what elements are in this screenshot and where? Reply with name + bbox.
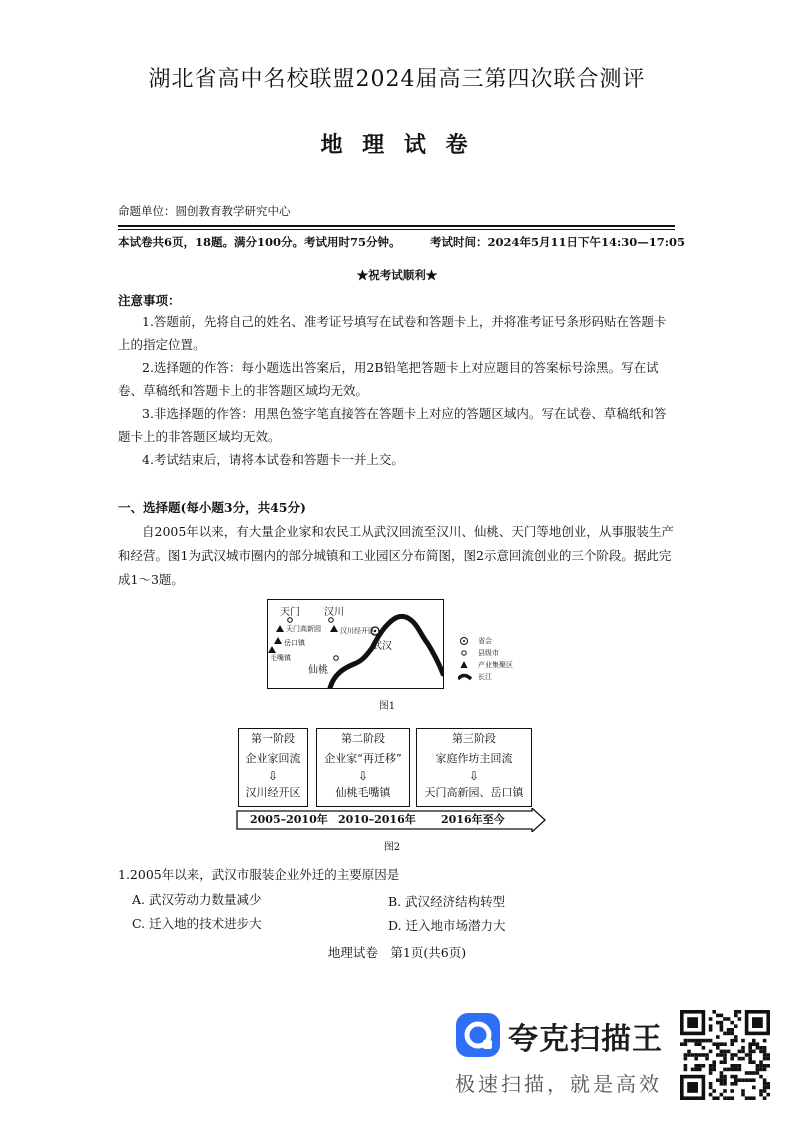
legend-symbols	[458, 636, 478, 688]
qr-module	[727, 1096, 731, 1100]
qr-module	[684, 1068, 688, 1072]
qr-module	[694, 1042, 698, 1046]
qr-module	[759, 1093, 763, 1097]
label-maozui: 毛嘴镇	[270, 654, 291, 662]
qr-module	[763, 1039, 767, 1043]
qr-module	[720, 1071, 724, 1075]
logo-tail	[483, 1040, 492, 1049]
qr-module	[759, 1075, 763, 1079]
qr-module	[720, 1028, 724, 1032]
qr-module	[738, 1057, 742, 1061]
legend-county-label: 县级市	[478, 649, 499, 657]
qr-module	[763, 1089, 767, 1093]
qr-module	[698, 1039, 702, 1043]
divider-thin	[118, 229, 675, 230]
legend-capital-label: 省会	[478, 637, 492, 645]
qr-module	[734, 1064, 738, 1068]
qr-module	[734, 1075, 738, 1079]
qr-module	[730, 1042, 734, 1046]
note-item: 1.答题前，先将自己的姓名、准考证号填写在试卷和答题卡上，并将准考证号条形码贴在答题卡上的指定位置。	[118, 314, 667, 352]
qr-module	[734, 1024, 738, 1028]
qr-module	[766, 1057, 770, 1061]
qr-module	[716, 1053, 720, 1057]
qr-module	[730, 1057, 734, 1061]
qr-module	[756, 1042, 760, 1046]
qr-module	[720, 1050, 724, 1054]
qr-module	[687, 1050, 691, 1054]
qr-finder-pattern	[752, 1017, 763, 1028]
option-c: C. 迁入地的技术进步大	[132, 916, 262, 931]
qr-module	[720, 1082, 724, 1086]
qr-module	[756, 1046, 760, 1050]
qr-module	[752, 1078, 756, 1082]
qr-module	[752, 1096, 756, 1100]
qr-module	[691, 1053, 695, 1057]
stage-box-2	[316, 728, 410, 807]
qr-module	[720, 1042, 724, 1046]
option-b: B. 武汉经济结构转型	[388, 894, 506, 909]
qr-module	[738, 1010, 742, 1014]
label-hanchuan-park: 汉川经开区	[340, 627, 375, 635]
hanchuan-marker	[329, 618, 334, 623]
period-1: 2005–2010年	[250, 813, 328, 826]
qr-module	[748, 1046, 752, 1050]
qr-module	[727, 1032, 731, 1036]
qr-module	[684, 1053, 688, 1057]
scanner-logo-icon	[456, 1013, 500, 1057]
qr-module	[694, 1057, 698, 1061]
qr-module	[763, 1046, 767, 1050]
stage-actor: 企业家回流	[245, 752, 301, 765]
qr-module	[759, 1068, 763, 1072]
qr-module	[730, 1053, 734, 1057]
label-tianmen-park: 天门高新园	[286, 625, 321, 633]
qr-module	[723, 1089, 727, 1093]
qr-module	[734, 1014, 738, 1018]
qr-module	[691, 1039, 695, 1043]
qr-module	[738, 1068, 742, 1072]
note-item: 4.考试结束后，请将本试卷和答题卡一并上交。	[142, 452, 404, 467]
qr-module	[752, 1086, 756, 1090]
qr-module	[741, 1039, 745, 1043]
qr-module	[748, 1071, 752, 1075]
qr-module	[684, 1039, 688, 1043]
period-3: 2016年至今	[441, 813, 505, 826]
qr-module	[694, 1064, 698, 1068]
qr-module	[730, 1032, 734, 1036]
qr-module	[730, 1082, 734, 1086]
qr-module	[730, 1028, 734, 1032]
notes-heading: 注意事项：	[118, 293, 181, 308]
qr-module	[745, 1078, 749, 1082]
qr-module	[763, 1096, 767, 1100]
qr-module	[709, 1082, 713, 1086]
qr-module	[698, 1064, 702, 1068]
qr-module	[763, 1068, 767, 1072]
qr-module	[698, 1068, 702, 1072]
qr-module	[698, 1042, 702, 1046]
stage-actor: 家庭作坊主回流	[435, 752, 513, 765]
label-yuekou: 岳口镇	[284, 639, 305, 647]
watermark-slogan: 极速扫描，就是高效	[455, 1072, 662, 1096]
qr-module	[709, 1017, 713, 1021]
qr-module	[748, 1078, 752, 1082]
qr-module	[680, 1042, 684, 1046]
qr-module	[723, 1053, 727, 1057]
qr-module	[745, 1071, 749, 1075]
qr-module	[752, 1060, 756, 1064]
qr-module	[709, 1071, 713, 1075]
qr-module	[723, 1060, 727, 1064]
label-wuhan: 武汉	[372, 641, 392, 652]
note-item: 2.选择题的作答：每小题选出答案后，用2B铅笔把答题卡上对应题目的答案标号涂黑。写在试卷、草稿纸和答题卡上的非答题区域均无效。	[118, 360, 659, 398]
label-tianmen: 天门	[280, 607, 300, 618]
page-footer: 地理试卷 第1页(共6页)	[327, 945, 467, 960]
qr-module	[763, 1050, 767, 1054]
qr-module	[720, 1078, 724, 1082]
legend-river-label: 长江	[478, 673, 492, 681]
note-item: 3.非选择题的作答：用黑色签字笔直接答在答题卡上对应的答题区域内。写在试卷、草稿纸和答题卡上的非答题区域均无效。	[118, 406, 667, 444]
qr-module	[716, 1014, 720, 1018]
qr-module	[705, 1057, 709, 1061]
qr-module	[720, 1075, 724, 1079]
qr-module	[763, 1082, 767, 1086]
qr-module	[694, 1053, 698, 1057]
qr-module	[723, 1042, 727, 1046]
qr-code-icon[interactable]	[680, 1010, 770, 1100]
qr-module	[723, 1096, 727, 1100]
qr-module	[687, 1039, 691, 1043]
label-hanchuan: 汉川	[324, 607, 344, 618]
qr-module	[734, 1035, 738, 1039]
stage-box-3	[416, 728, 532, 807]
qr-module	[738, 1078, 742, 1082]
legend-river-symbol	[458, 676, 471, 680]
qr-module	[741, 1078, 745, 1082]
legend-park-symbol	[461, 661, 468, 668]
qr-module	[752, 1071, 756, 1075]
qr-module	[716, 1042, 720, 1046]
qr-module	[730, 1096, 734, 1100]
qr-module	[759, 1089, 763, 1093]
qr-module	[741, 1089, 745, 1093]
qr-module	[748, 1050, 752, 1054]
qr-module	[720, 1053, 724, 1057]
logo-background	[456, 1013, 500, 1057]
exam-time: 考试时间：2024年5月11日下午14:30—17:05	[430, 235, 686, 249]
qr-module	[723, 1075, 727, 1079]
paper-info: 本试卷共6页，18题。满分100分。考试用时75分钟。	[118, 235, 401, 249]
qr-module	[738, 1017, 742, 1021]
qr-module	[709, 1064, 713, 1068]
figure1-map	[267, 599, 444, 689]
qr-module	[766, 1082, 770, 1086]
qr-module	[712, 1064, 716, 1068]
qr-module	[709, 1068, 713, 1072]
qr-module	[723, 1068, 727, 1072]
qr-module	[756, 1064, 760, 1068]
qr-module	[730, 1039, 734, 1043]
qr-module	[734, 1082, 738, 1086]
qr-module	[720, 1093, 724, 1097]
qr-module	[752, 1039, 756, 1043]
legend-county-symbol	[462, 651, 466, 655]
qr-module	[752, 1050, 756, 1054]
legend-park-label: 产业集聚区	[478, 661, 513, 669]
qr-module	[741, 1046, 745, 1050]
qr-module	[720, 1014, 724, 1018]
stage-name: 第一阶段	[251, 732, 295, 745]
qr-module	[723, 1017, 727, 1021]
period-2: 2010–2016年	[338, 813, 416, 826]
good-luck-wish: ★祝考试顺利★	[356, 268, 438, 282]
hanchuan-park-marker	[330, 625, 338, 632]
qr-module	[734, 1053, 738, 1057]
qr-module	[723, 1050, 727, 1054]
qr-module	[720, 1060, 724, 1064]
qr-module	[694, 1039, 698, 1043]
figure1-legend	[458, 636, 528, 688]
section-heading: 一、选择题(每小题3分，共45分)	[118, 500, 306, 515]
qr-module	[734, 1039, 738, 1043]
qr-module	[730, 1021, 734, 1025]
qr-module	[712, 1089, 716, 1093]
qr-module	[763, 1064, 767, 1068]
qr-finder-pattern	[687, 1082, 698, 1093]
qr-module	[741, 1057, 745, 1061]
qr-finder-pattern	[687, 1017, 698, 1028]
down-arrow-icon: ⇩	[468, 769, 480, 783]
qr-module	[763, 1057, 767, 1061]
qr-module	[763, 1053, 767, 1057]
qr-module	[684, 1064, 688, 1068]
qr-module	[723, 1078, 727, 1082]
qr-module	[759, 1060, 763, 1064]
qr-module	[756, 1071, 760, 1075]
qr-module	[748, 1057, 752, 1061]
qr-module	[759, 1046, 763, 1050]
qr-module	[702, 1039, 706, 1043]
qr-module	[748, 1060, 752, 1064]
qr-module	[741, 1050, 745, 1054]
qr-module	[759, 1050, 763, 1054]
qr-module	[748, 1053, 752, 1057]
qr-module	[709, 1086, 713, 1090]
qr-module	[752, 1042, 756, 1046]
qr-module	[745, 1053, 749, 1057]
stage-name: 第三阶段	[452, 732, 496, 745]
qr-module	[734, 1078, 738, 1082]
maozui-marker	[268, 646, 276, 653]
qr-module	[687, 1053, 691, 1057]
qr-module	[763, 1086, 767, 1090]
qr-module	[745, 1096, 749, 1100]
down-arrow-icon: ⇩	[267, 769, 279, 783]
qr-module	[702, 1053, 706, 1057]
qr-module	[716, 1046, 720, 1050]
qr-module	[734, 1068, 738, 1072]
qr-module	[730, 1075, 734, 1079]
qr-module	[738, 1050, 742, 1054]
qr-module	[709, 1093, 713, 1097]
qr-module	[691, 1068, 695, 1072]
tianmen-marker	[288, 618, 293, 623]
option-a: A. 武汉劳动力数量减少	[132, 892, 262, 907]
qr-module	[684, 1057, 688, 1061]
qr-module	[727, 1017, 731, 1021]
setter-line: 命题单位：圆创教育教学研究中心	[118, 204, 291, 218]
qr-module	[709, 1024, 713, 1028]
qr-module	[741, 1093, 745, 1097]
qr-module	[730, 1068, 734, 1072]
qr-module	[712, 1042, 716, 1046]
qr-module	[763, 1078, 767, 1082]
qr-module	[712, 1010, 716, 1014]
qr-module	[712, 1068, 716, 1072]
qr-module	[759, 1064, 763, 1068]
qr-module	[730, 1089, 734, 1093]
figure2-caption: 图2	[383, 842, 401, 853]
option-d: D. 迁入地市场潜力大	[388, 918, 506, 933]
legend-capital-dot	[463, 640, 465, 642]
qr-module	[723, 1082, 727, 1086]
figure1-caption: 图1	[378, 701, 396, 712]
qr-module	[727, 1028, 731, 1032]
qr-module	[766, 1064, 770, 1068]
qr-module	[712, 1096, 716, 1100]
down-arrow-icon: ⇩	[357, 769, 369, 783]
qr-module	[702, 1046, 706, 1050]
xiantao-marker	[334, 656, 339, 661]
watermark-brand: 夸克扫描王	[508, 1022, 663, 1057]
qr-module	[727, 1068, 731, 1072]
qr-module	[734, 1010, 738, 1014]
tianmen-park-marker	[276, 625, 284, 632]
qr-module	[716, 1096, 720, 1100]
qr-module	[727, 1050, 731, 1054]
qr-module	[766, 1086, 770, 1090]
material-intro: 自2005年以来，有大量企业家和农民工从武汉回流至汉川、仙桃、天门等地创业，从事服装生产和经营。图1为武汉城市圈内的部分城镇和工业园区分布简图，图2示意回流创业的三个阶段。据此完成1～3题。	[118, 524, 674, 587]
question-1-stem: 1.2005年以来，武汉市服装企业外迁的主要原因是	[118, 867, 400, 882]
qr-module	[709, 1039, 713, 1043]
qr-module	[684, 1042, 688, 1046]
qr-module	[694, 1068, 698, 1072]
paper-title: 湖北省高中名校联盟2024届高三第四次联合测评	[148, 67, 646, 92]
qr-module	[730, 1064, 734, 1068]
qr-module	[756, 1068, 760, 1072]
subject-title: 地 理 试 卷	[320, 132, 474, 158]
qr-module	[766, 1053, 770, 1057]
qr-module	[766, 1093, 770, 1097]
qr-module	[738, 1064, 742, 1068]
qr-module	[705, 1053, 709, 1057]
stage-actor: 企业家“再迁移”	[324, 752, 402, 765]
qr-module	[723, 1057, 727, 1061]
qr-module	[698, 1053, 702, 1057]
qr-module	[709, 1050, 713, 1054]
stage-destination: 汉川经开区	[245, 786, 301, 799]
qr-module	[702, 1064, 706, 1068]
stage-destination: 仙桃毛嘴镇	[335, 786, 391, 799]
qr-module	[748, 1042, 752, 1046]
label-xiantao: 仙桃	[308, 665, 328, 676]
stage-name: 第二阶段	[341, 732, 385, 745]
qr-module	[716, 1078, 720, 1082]
qr-module	[720, 1024, 724, 1028]
divider-thick	[118, 225, 675, 227]
qr-module	[709, 1028, 713, 1032]
qr-module	[716, 1021, 720, 1025]
qr-module	[716, 1035, 720, 1039]
stage-box-1	[238, 728, 308, 807]
qr-module	[723, 1032, 727, 1036]
qr-module	[712, 1060, 716, 1064]
stage-destination: 天门高新园、岳口镇	[424, 786, 524, 799]
qr-module	[705, 1039, 709, 1043]
qr-module	[720, 1021, 724, 1025]
yuekou-marker	[274, 637, 282, 644]
qr-module	[748, 1096, 752, 1100]
